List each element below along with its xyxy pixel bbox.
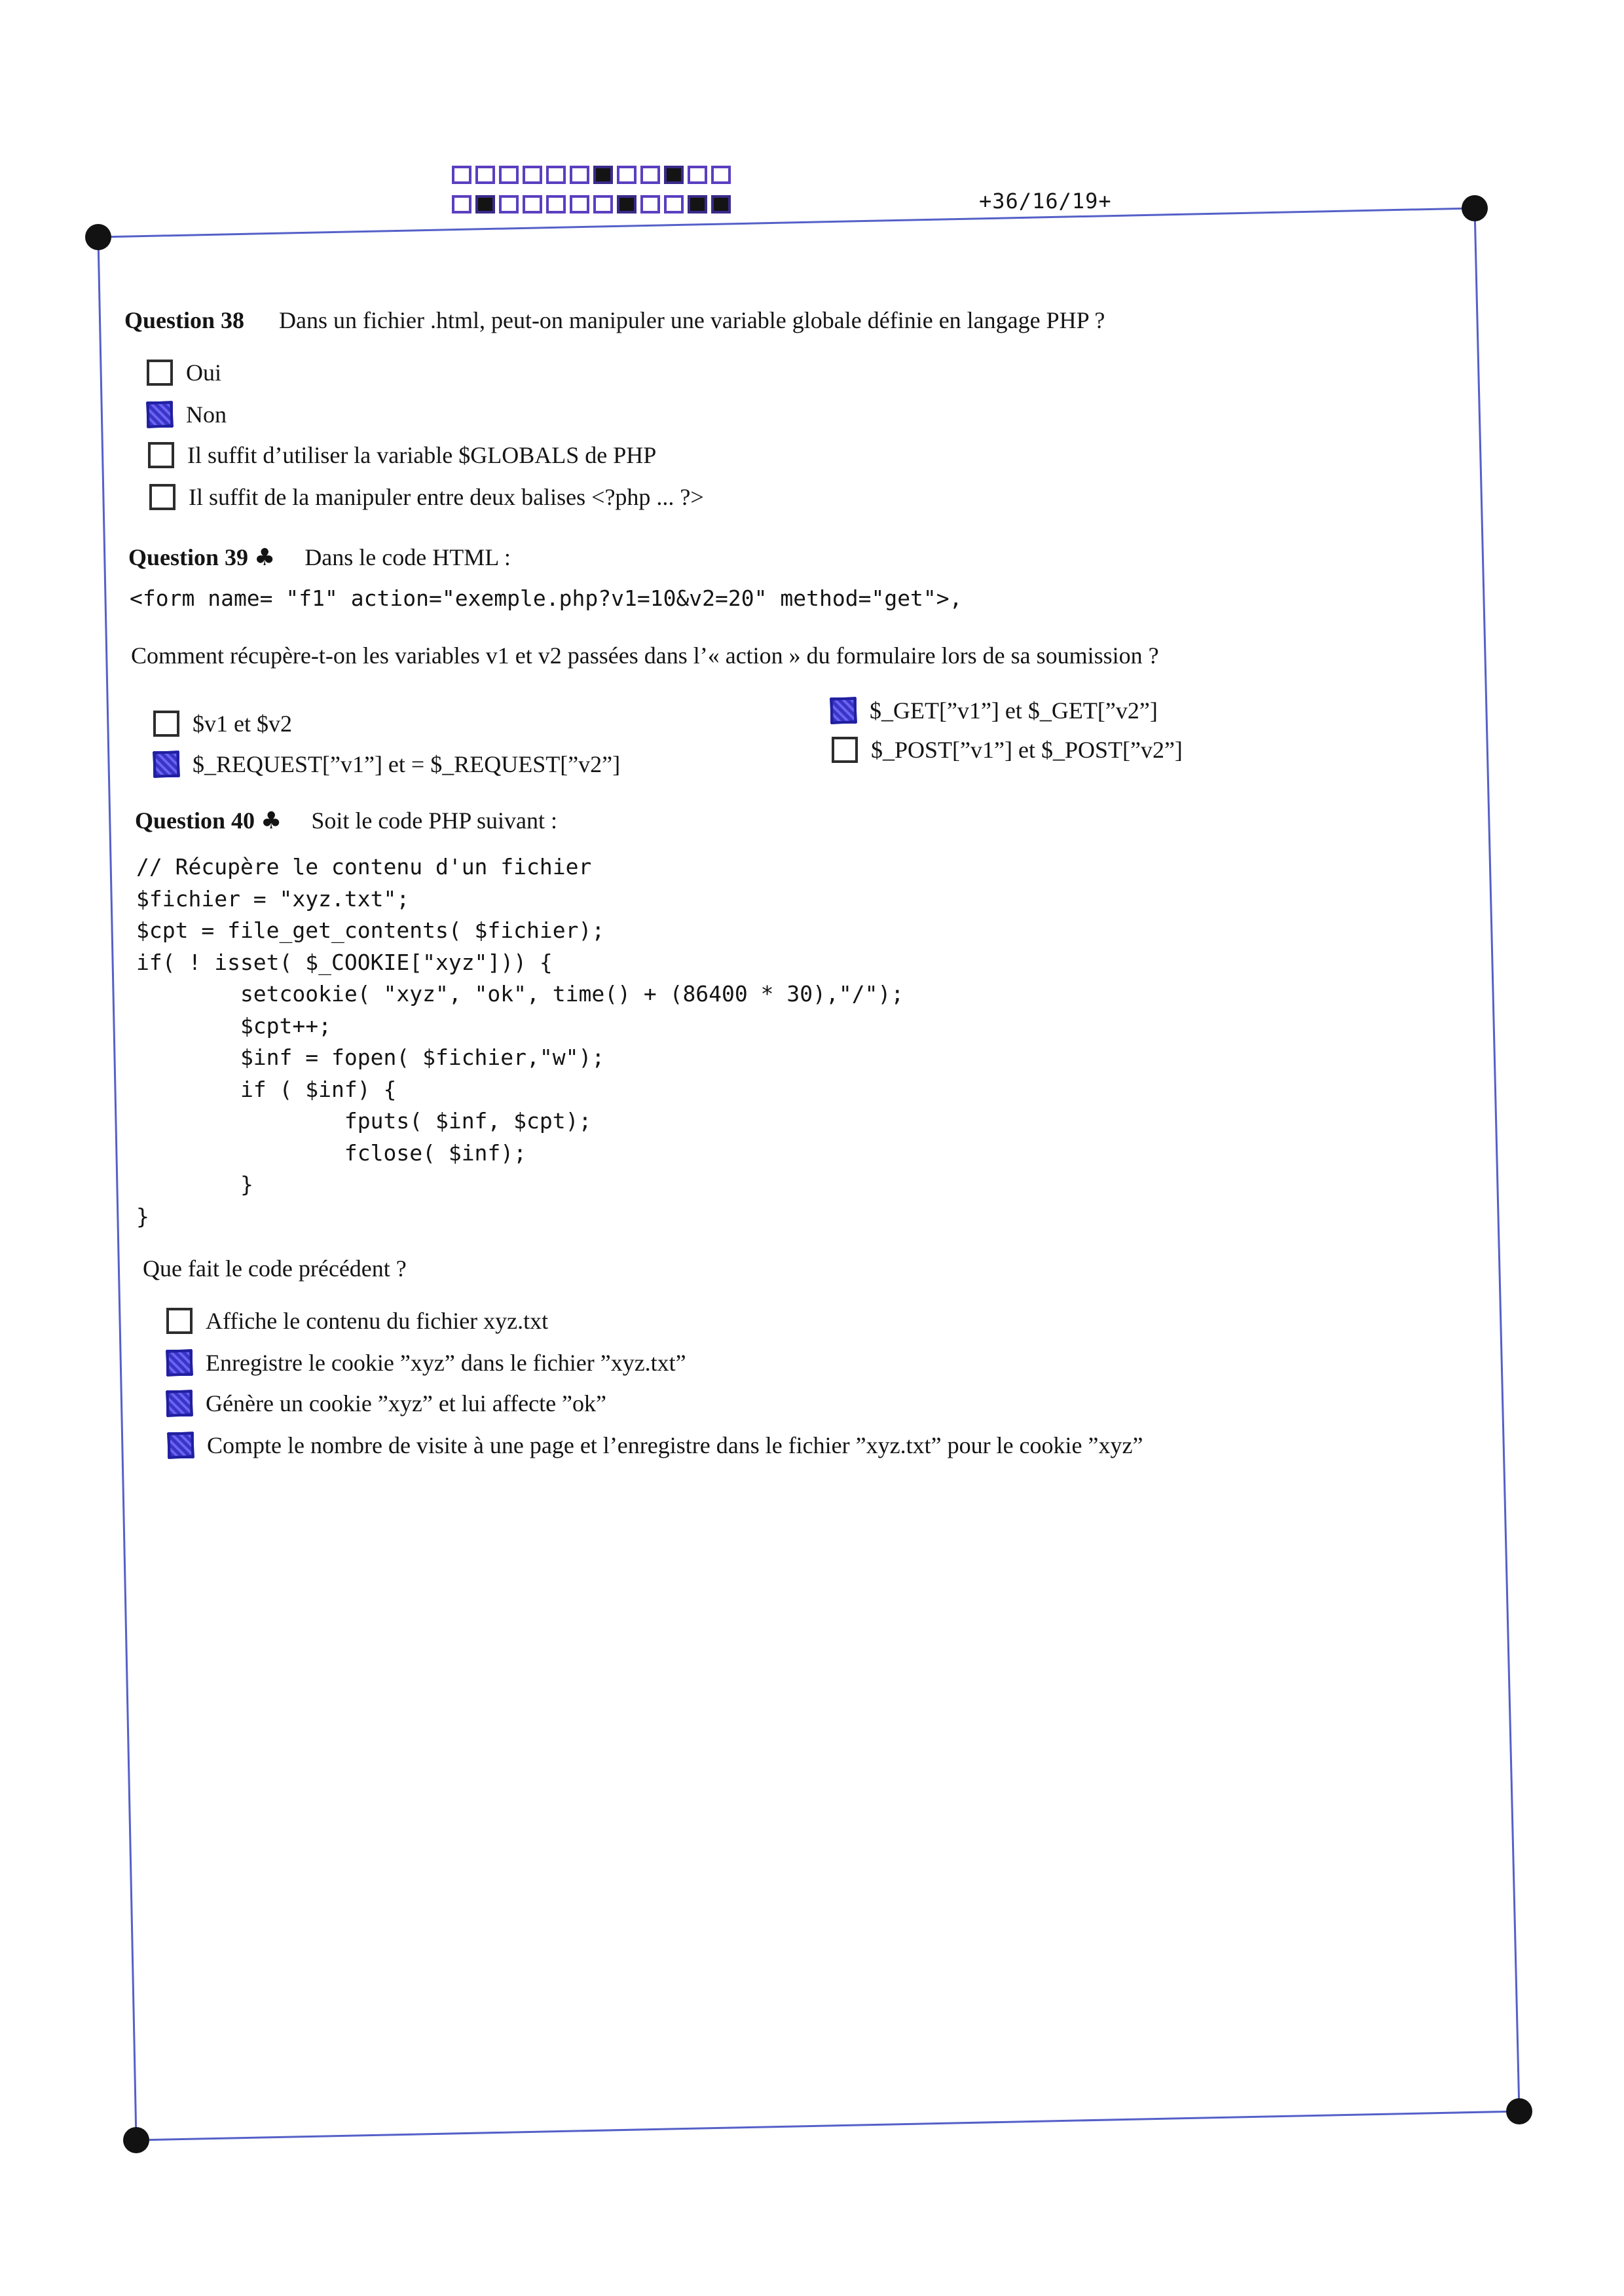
id-cell	[570, 166, 589, 184]
checkbox[interactable]	[166, 1308, 193, 1334]
checkbox[interactable]	[148, 442, 174, 468]
option-label: Il suffit de la manipuler entre deux balises <?php ... ?>	[189, 484, 704, 510]
question-38-header	[124, 306, 1105, 334]
question-39-intro: Dans le code HTML :	[304, 544, 511, 570]
id-cell	[688, 195, 707, 213]
frame-left-line	[98, 237, 136, 2140]
frame-top-line	[98, 208, 1475, 237]
option-label: Compte le nombre de visite à une page et l’enregistre dans le fichier ”xyz.txt” pour le cookie ”xyz”	[207, 1432, 1143, 1458]
q38-option-1[interactable]	[147, 359, 221, 386]
id-cell	[499, 166, 519, 184]
option-label: Affiche le contenu du fichier xyz.txt	[206, 1308, 549, 1334]
question-40-intro: Soit le code PHP suivant :	[311, 807, 557, 834]
corner-mark-top-right	[1462, 195, 1488, 221]
id-cell	[546, 166, 566, 184]
q39-option-4[interactable]	[832, 736, 1183, 764]
id-cell	[570, 195, 589, 213]
checkbox[interactable]	[153, 711, 179, 737]
id-cell	[475, 195, 495, 213]
id-cell	[499, 195, 519, 213]
page-code: +36/16/19+	[979, 189, 1112, 213]
q39-option-3[interactable]	[830, 697, 1158, 724]
question-39-header	[128, 544, 511, 571]
option-label: Oui	[186, 360, 221, 386]
corner-mark-top-left	[85, 224, 111, 250]
checkbox[interactable]	[832, 737, 858, 763]
corner-mark-bottom-left	[123, 2127, 149, 2153]
question-40-question: Que fait le code précédent ?	[143, 1255, 407, 1282]
club-icon: ♣	[254, 544, 276, 571]
id-cell	[711, 195, 731, 213]
option-label: $_GET[”v1”] et $_GET[”v2”]	[870, 697, 1158, 724]
option-label: $_POST[”v1”] et $_POST[”v2”]	[871, 737, 1183, 763]
checked-checkbox[interactable]	[168, 1432, 194, 1458]
checkbox[interactable]	[147, 360, 173, 386]
question-38-text: Dans un fichier .html, peut-on manipuler une variable globale définie en langage PHP ?	[279, 307, 1105, 333]
id-grid-row-2	[452, 195, 731, 213]
checked-checkbox[interactable]	[166, 1350, 193, 1376]
club-icon: ♣	[261, 807, 282, 834]
id-cell	[523, 166, 542, 184]
question-39-label: Question 39	[128, 544, 249, 570]
question-40-label: Question 40	[135, 807, 255, 834]
option-label: Il suffit d’utiliser la variable $GLOBALS de PHP	[187, 442, 657, 468]
checked-checkbox[interactable]	[153, 751, 179, 777]
id-cell	[640, 166, 660, 184]
checked-checkbox[interactable]	[166, 1390, 193, 1416]
q40-option-2[interactable]	[166, 1349, 686, 1377]
option-label: Non	[186, 401, 227, 428]
option-label: $_REQUEST[”v1”] et = $_REQUEST[”v2”]	[193, 751, 621, 777]
question-38-label: Question 38	[124, 307, 245, 333]
question-40-code: // Récupère le contenu d'un fichier $fichier = "xyz.txt"; $cpt = file_get_contents( $fichier); if( ! isset( $_COOKIE["xyz"])) { setcookie( "xyz", "ok", time() + (86400 * 30),"/"); $cpt++; $inf = fopen( $fichier,"w"); if ( $inf) { fputs( $inf, $cpt); fclose( $inf); } }	[136, 854, 904, 1229]
id-cell	[664, 195, 684, 213]
q40-option-4[interactable]	[168, 1432, 1143, 1459]
id-cell	[617, 195, 637, 213]
q38-option-4[interactable]	[149, 483, 704, 511]
id-cell	[452, 195, 471, 213]
q38-option-3[interactable]	[148, 441, 656, 469]
id-cell	[664, 166, 684, 184]
id-cell	[546, 195, 566, 213]
option-label: Enregistre le cookie ”xyz” dans le fichier ”xyz.txt”	[206, 1350, 686, 1376]
id-grid-row-1	[452, 166, 731, 184]
question-39-question: Comment récupère-t-on les variables v1 et v2 passées dans l’« action » du formulaire lors de sa soumission ?	[131, 642, 1159, 669]
corner-mark-bottom-right	[1506, 2098, 1532, 2124]
q40-option-3[interactable]	[166, 1390, 606, 1417]
checkbox[interactable]	[149, 484, 175, 510]
checked-checkbox[interactable]	[830, 697, 857, 724]
question-39-code: <form name= "f1" action="exemple.php?v1=10&v2=20" method="get">,	[130, 585, 963, 611]
q40-option-1[interactable]	[166, 1307, 548, 1335]
q38-option-2[interactable]	[147, 401, 227, 428]
id-cell	[452, 166, 471, 184]
id-cell	[688, 166, 707, 184]
id-cell	[593, 166, 613, 184]
id-cell	[640, 195, 660, 213]
id-cell	[593, 195, 613, 213]
frame-bottom-line	[136, 2111, 1519, 2140]
frame-right-line	[1475, 208, 1519, 2111]
checked-checkbox[interactable]	[147, 401, 173, 428]
option-label: $v1 et $v2	[193, 711, 292, 737]
id-cell	[475, 166, 495, 184]
id-cell	[523, 195, 542, 213]
question-40-header	[135, 807, 557, 834]
id-cell	[711, 166, 731, 184]
option-label: Génère un cookie ”xyz” et lui affecte ”ok”	[206, 1390, 606, 1416]
q39-option-2[interactable]	[153, 750, 620, 778]
id-cell	[617, 166, 637, 184]
q39-option-1[interactable]	[153, 710, 292, 737]
